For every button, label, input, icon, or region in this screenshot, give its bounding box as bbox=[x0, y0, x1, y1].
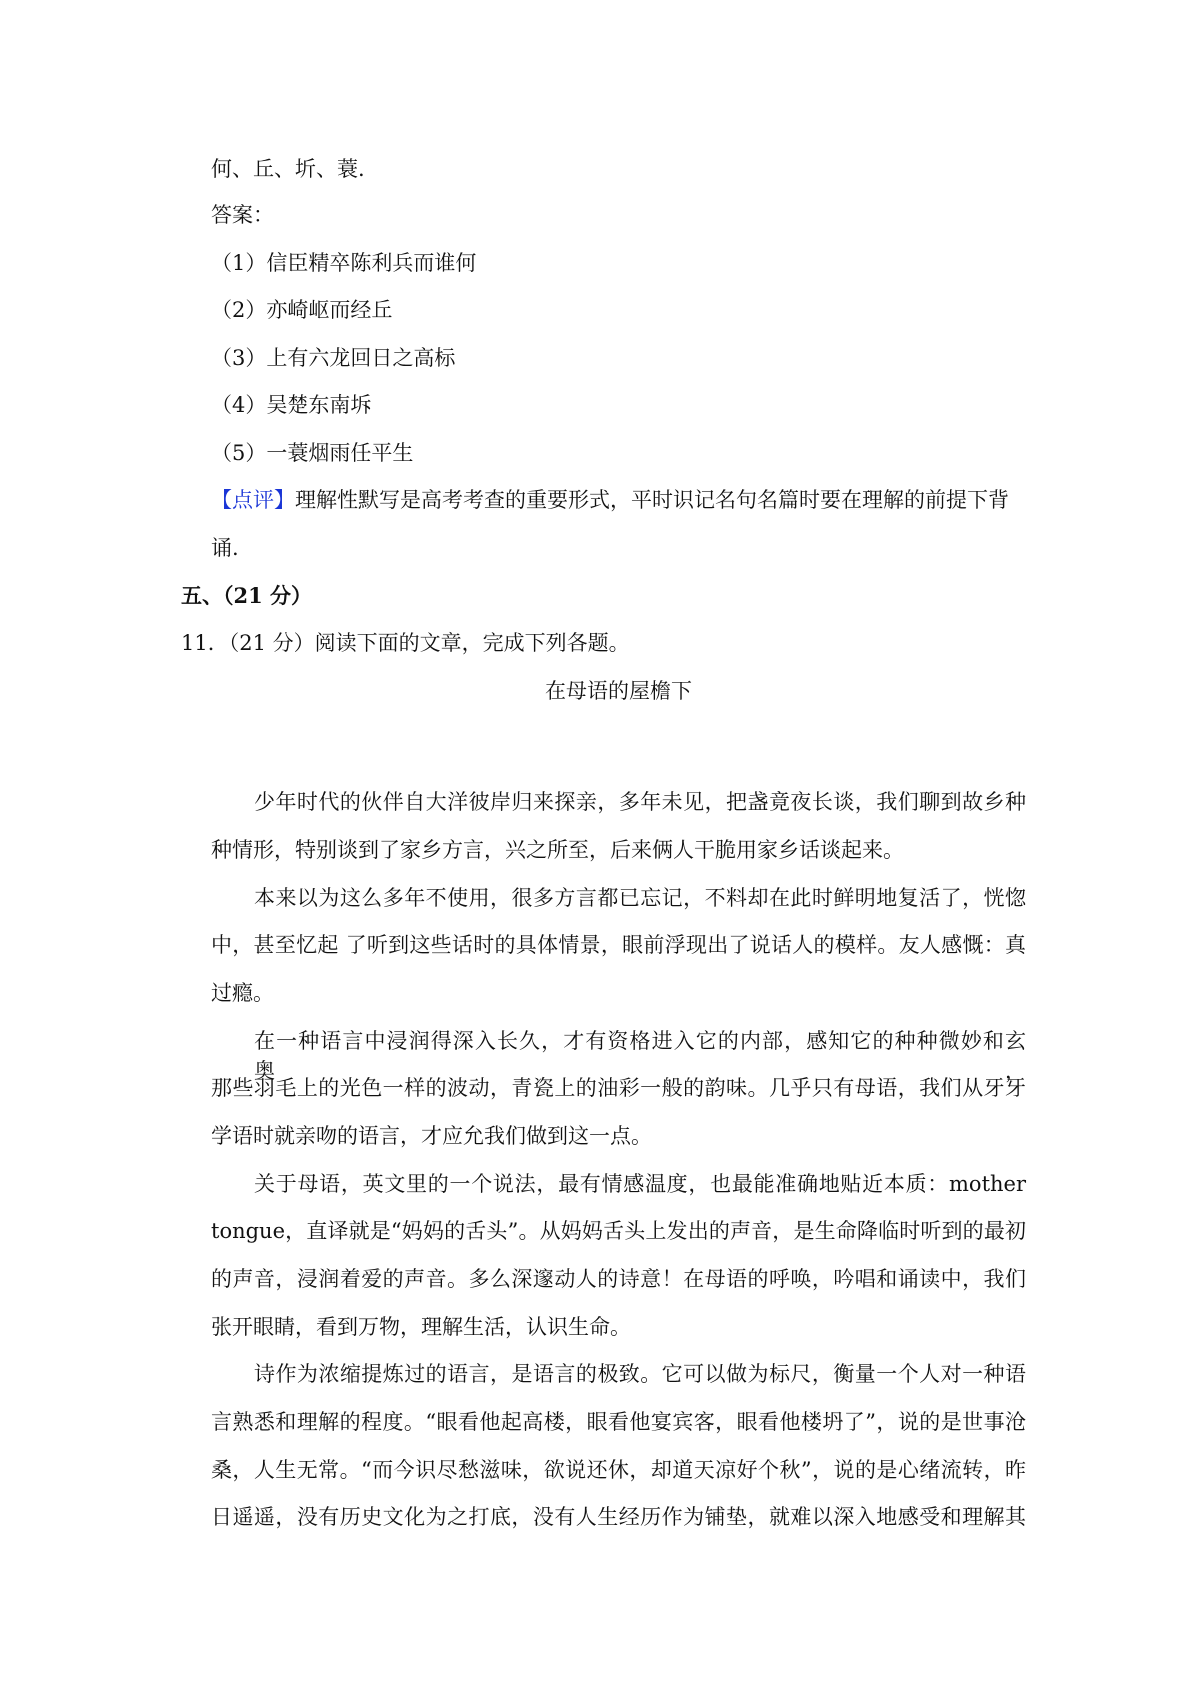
paragraph-line: 诗作为浓缩提炼过的语言，是语言的极致。它可以做为标尺，衡量一个人对一种语 bbox=[254, 1362, 1026, 1386]
question-stem: 11．（21 分）阅读下面的文章，完成下列各题。 bbox=[181, 631, 630, 655]
paragraph-line: 那些羽毛上的光色一样的波动，青瓷上的油彩一般的韵味。几乎只有母语，我们从牙牙 bbox=[211, 1076, 1026, 1100]
answer-item: （5）一蓑烟雨任平生 bbox=[211, 441, 414, 465]
answer-item: （4）吴楚东南坼 bbox=[211, 393, 372, 417]
article-title: 在母语的屋檐下 bbox=[545, 679, 692, 703]
answer-item: （2）亦崎岖而经丘 bbox=[211, 298, 393, 322]
paragraph-line: 中，甚至忆起 了听到这些话时的具体情景，眼前浮现出了说话人的模样。友人感慨：真 bbox=[211, 933, 1026, 957]
comment-tag: 【点评】 bbox=[211, 488, 295, 512]
paragraph-line: 的声音，浸润着爱的声音。多么深邃动人的诗意！在母语的呼唤，吟唱和诵读中，我们 bbox=[211, 1267, 1026, 1291]
answer-label: 答案： bbox=[211, 203, 274, 227]
paragraph-line: 在一种语言中浸润得深入长久，才有资格进入它的内部，感知它的种种微妙和玄奥， bbox=[254, 1029, 1026, 1083]
paragraph-line: 本来以为这么多年不使用，很多方言都已忘记，不料却在此时鲜明地复活了，恍惚 bbox=[254, 886, 1026, 910]
answer-item: （3）上有六龙回日之高标 bbox=[211, 346, 456, 370]
paragraph-line: tongue，直译就是“妈妈的舌头”。从妈妈舌头上发出的声音，是生命降临时听到的最初 bbox=[211, 1219, 1026, 1243]
paragraph-line: 张开眼睛，看到万物，理解生活，认识生命。 bbox=[211, 1315, 631, 1339]
paragraph-line: 少年时代的伙伴自大洋彼岸归来探亲，多年未见，把盏竟夜长谈，我们聊到故乡种 bbox=[254, 790, 1026, 814]
comment-line-2: 诵. bbox=[211, 536, 239, 560]
answer-fragment: 何、丘、圻、蓑. bbox=[211, 157, 365, 181]
paragraph-line: 过瘾。 bbox=[211, 981, 274, 1005]
comment-text: 理解性默写是高考考查的重要形式，平时识记名句名篇时要在理解的前提下背 bbox=[295, 488, 1009, 512]
paragraph-line: 言熟悉和理解的程度。“眼看他起高楼，眼看他宴宾客，眼看他楼坍了”，说的是世事沧 bbox=[211, 1410, 1026, 1434]
paragraph-line: 种情形，特别谈到了家乡方言，兴之所至，后来俩人干脆用家乡话谈起来。 bbox=[211, 838, 904, 862]
paragraph-line: 桑，人生无常。“而今识尽愁滋味，欲说还休，却道天凉好个秋”，说的是心绪流转，昨 bbox=[211, 1458, 1026, 1482]
paragraph-line: 学语时就亲吻的语言，才应允我们做到这一点。 bbox=[211, 1124, 652, 1148]
paragraph-line: 关于母语，英文里的一个说法，最有情感温度，也最能准确地贴近本质：mother bbox=[254, 1172, 1026, 1196]
paragraph-line: 日遥遥，没有历史文化为之打底，没有人生经历作为铺垫，就难以深入地感受和理解其 bbox=[211, 1505, 1026, 1529]
comment-line bbox=[211, 485, 1009, 515]
section-heading: 五、（21 分） bbox=[181, 583, 313, 608]
answer-item: （1）信臣精卒陈利兵而谁何 bbox=[211, 251, 477, 275]
